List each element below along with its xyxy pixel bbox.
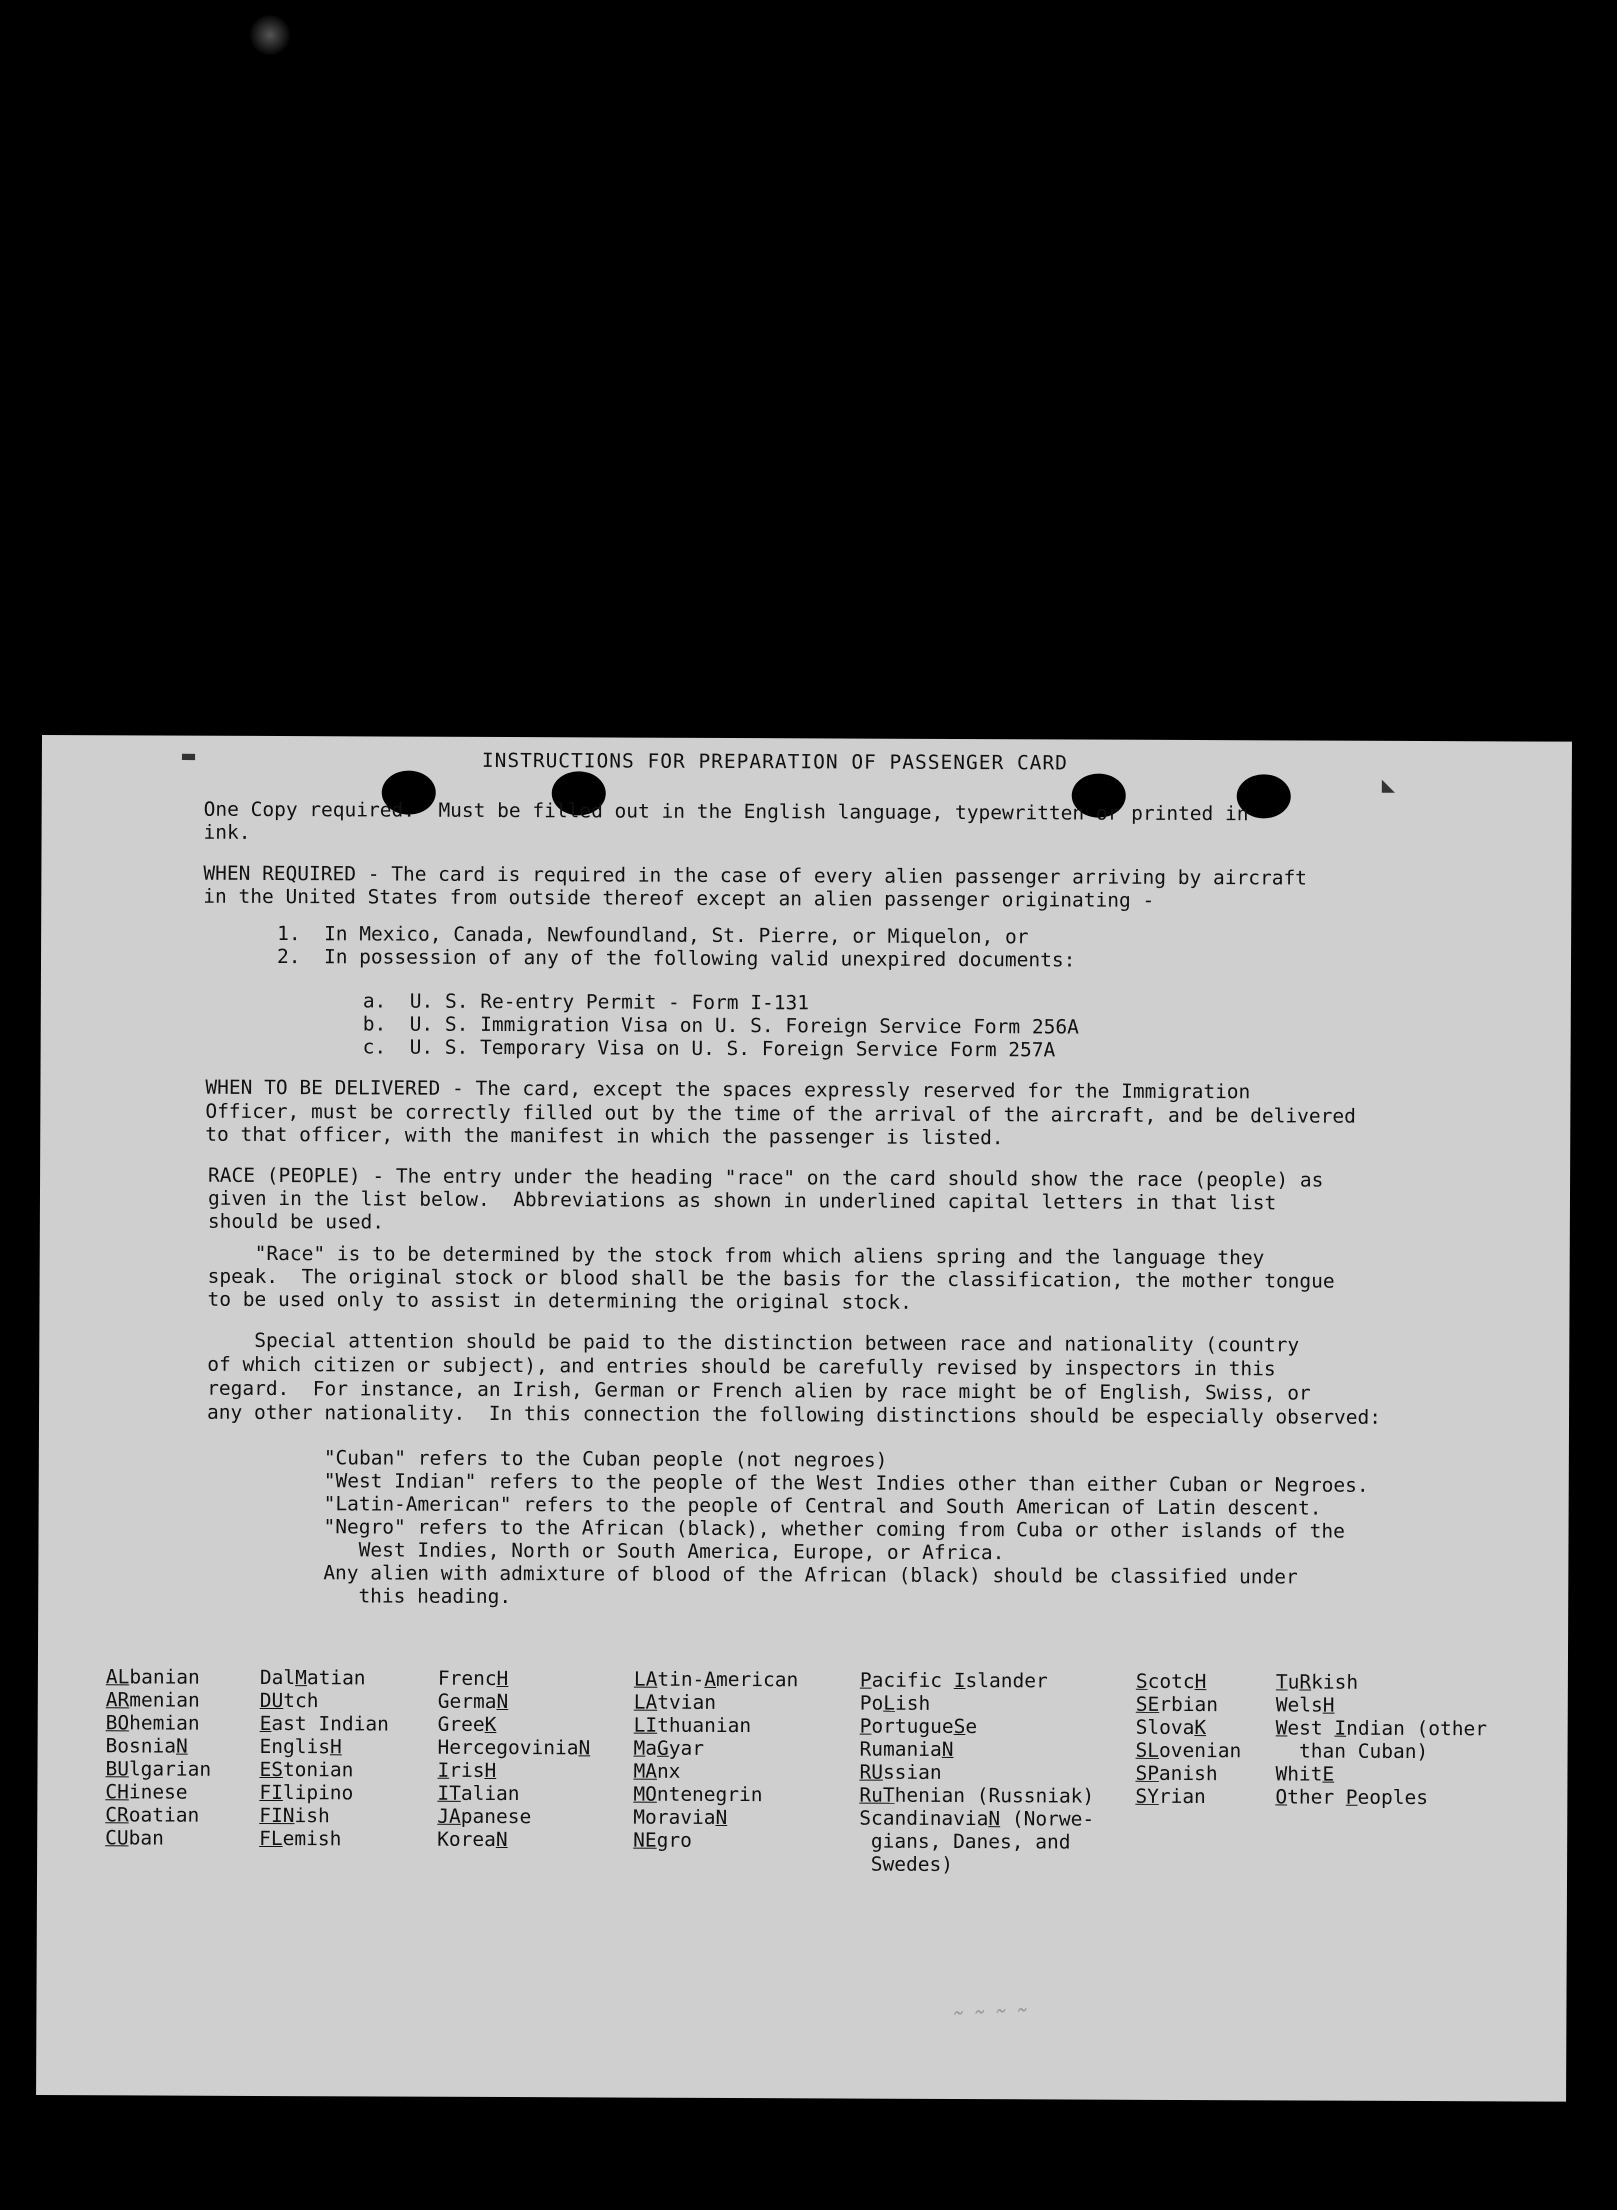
race-abbreviation: N <box>496 1689 509 1714</box>
race-abbreviation: IT <box>437 1781 461 1805</box>
race-list-item <box>860 1715 1095 1739</box>
race-abbreviation: JA <box>437 1804 461 1828</box>
distinction-line: West Indies, North or South America, Europe, or Africa. <box>323 1538 1005 1565</box>
race-abbreviation: BO <box>105 1711 130 1735</box>
race-name-part: menian <box>129 1688 200 1712</box>
race-list-item <box>260 1689 389 1713</box>
scan-dust-speck <box>250 15 290 55</box>
race-name-part: ortugue <box>871 1714 954 1738</box>
race-list-item <box>859 1830 1094 1854</box>
race-abbreviation: MO <box>633 1782 657 1806</box>
race-abbreviation: N <box>988 1807 1001 1831</box>
race-list-item <box>633 1829 797 1853</box>
race-name-part: Dal <box>259 1665 296 1690</box>
race-list-item <box>1276 1670 1487 1694</box>
race-abbreviation: N <box>715 1805 728 1829</box>
distinction-line: "Negro" refers to the African (black), whether coming from Cuba or other islands of the <box>323 1515 1345 1543</box>
distinction-line: "West Indian" refers to the people of the West Indies other than either Cuban or Negroes. <box>323 1469 1369 1497</box>
race-list-item <box>438 1713 591 1737</box>
race-line: RACE (PEOPLE) - The entry under the heading "race" on the card should show the race (people) as <box>208 1163 1324 1192</box>
scan-mark: ▬ <box>181 743 196 769</box>
race-abbreviation: CH <box>105 1780 129 1804</box>
race-list-item <box>860 1738 1095 1762</box>
race-list-item <box>259 1804 388 1828</box>
race-line: should be used. <box>207 1209 385 1234</box>
race-abbreviation: AR <box>105 1688 130 1712</box>
race-name-part: Scandinavia <box>859 1806 989 1831</box>
race-name-part: Whit <box>1275 1762 1323 1786</box>
race-name-part: kish <box>1311 1670 1359 1694</box>
race-abbreviation: I <box>437 1758 450 1782</box>
when-required-item: 1. In Mexico, Canada, Newfoundland, St. Pierre, or Miquelon, or <box>277 922 1029 949</box>
race-abbreviation: I <box>1334 1716 1347 1740</box>
race-abbreviation: I <box>953 1668 966 1693</box>
race-abbreviation: RuT <box>859 1783 895 1807</box>
when-delivered-line: WHEN TO BE DELIVERED - The card, except the spaces expressly reserved for the Immigration <box>205 1075 1251 1104</box>
race-abbreviation: P <box>1345 1785 1358 1809</box>
race-abbreviation: ES <box>259 1757 284 1782</box>
race-name-part: Gree <box>437 1712 485 1736</box>
race-abbreviation: H <box>1194 1670 1207 1694</box>
race-name-part: Korea <box>437 1827 496 1851</box>
intro-line: One Copy required. Must be filled out in the English language, typewritten or printed in <box>203 797 1249 826</box>
race-abbreviation: T <box>1275 1670 1288 1694</box>
race-name-part: oatian <box>128 1803 200 1827</box>
race-abbreviation: FL <box>259 1826 283 1851</box>
race-abbreviation: W <box>1275 1716 1288 1740</box>
race-name-part: than Cuban) <box>1275 1739 1429 1764</box>
race-name-part: anish <box>1158 1761 1218 1786</box>
page-title: INSTRUCTIONS FOR PREPARATION OF PASSENGER CARD <box>481 748 1068 775</box>
race-name-part: rian <box>1158 1784 1206 1809</box>
race-abbreviation: RU <box>859 1760 884 1784</box>
race-name-part: slander <box>965 1669 1048 1693</box>
race-line: given in the list below. Abbreviations as shown in underlined capital letters in that list <box>207 1186 1277 1215</box>
race-abbreviation: M <box>633 1736 646 1760</box>
race-name-part: alian <box>460 1781 520 1806</box>
race-list-column <box>1275 1670 1487 1809</box>
race-abbreviation: LA <box>633 1690 658 1714</box>
race-abbreviation: R <box>1299 1670 1312 1694</box>
race-name-part: tonian <box>282 1758 354 1782</box>
race-list-item <box>105 1780 211 1803</box>
race-name-part: atian <box>306 1666 366 1690</box>
race-abbreviation: N <box>495 1827 508 1852</box>
race-abbreviation: DU <box>259 1688 284 1713</box>
race-abbreviation: SL <box>1135 1738 1160 1762</box>
scan-mark: ◣ <box>1381 772 1396 798</box>
race-name-part: Moravia <box>633 1805 716 1829</box>
race-list-item <box>438 1667 591 1691</box>
distinction-line: Any alien with admixture of blood of the African (black) should be classified under <box>323 1561 1298 1589</box>
race-name-part: Wels <box>1275 1693 1323 1717</box>
race-abbreviation: N <box>941 1737 954 1761</box>
race-abbreviation: E <box>259 1711 272 1736</box>
race-abbreviation: CR <box>105 1803 129 1827</box>
race-name-part: rbian <box>1159 1692 1219 1717</box>
race-abbreviation: SY <box>1135 1784 1159 1808</box>
race-abbreviation: SE <box>1135 1692 1160 1716</box>
race-list-item <box>437 1759 590 1783</box>
race-name-part: Germa <box>437 1689 497 1713</box>
race-name-part: emish <box>282 1827 342 1851</box>
race-list-item <box>1136 1693 1242 1716</box>
when-delivered-line: to that officer, with the manifest in which the passenger is listed. <box>205 1122 1004 1150</box>
race-list-item <box>633 1806 797 1830</box>
race-abbreviation: N <box>578 1736 591 1760</box>
race-abbreviation: M <box>295 1666 307 1690</box>
race-name-part: thuanian <box>657 1713 752 1738</box>
race-name-part: yar <box>668 1736 705 1760</box>
race-abbreviation: MA <box>633 1759 658 1783</box>
race-name-part: Hercegovinia <box>437 1735 579 1760</box>
race-name-part: Rumania <box>859 1737 942 1761</box>
race-name-part: ovenian <box>1159 1738 1242 1763</box>
race-abbreviation: S <box>953 1714 966 1739</box>
race-list-item <box>634 1737 798 1761</box>
race-name-part: banian <box>129 1665 200 1689</box>
race-abbreviation: A <box>704 1667 717 1691</box>
race-name-part: merican <box>716 1667 799 1692</box>
race-abbreviation: P <box>859 1714 872 1738</box>
race-list-column <box>859 1669 1095 1877</box>
race-list-item <box>859 1853 1094 1877</box>
race-list-item <box>1136 1739 1242 1762</box>
race-abbreviation: K <box>1194 1716 1207 1740</box>
race-name-part: est <box>1287 1716 1335 1740</box>
race-line: Special attention should be paid to the distinction between race and nationality (country <box>207 1328 1300 1357</box>
race-list-item <box>1275 1785 1486 1809</box>
race-abbreviation: AL <box>105 1665 130 1689</box>
race-name-part: Frenc <box>437 1666 497 1690</box>
when-delivered-line: Officer, must be correctly filled out by the time of the arrival of the aircraft, and be delivered <box>205 1099 1356 1128</box>
when-required-item: 2. In possession of any of the following valid unexpired documents: <box>276 945 1076 972</box>
race-list-item <box>105 1757 211 1780</box>
race-name-part: u <box>1287 1670 1300 1694</box>
race-name-part: (Norwe- <box>1000 1807 1095 1831</box>
race-list-item <box>860 1692 1095 1716</box>
race-name-part: cotc <box>1147 1669 1195 1694</box>
race-abbreviation: G <box>657 1736 669 1760</box>
race-list-item <box>1276 1739 1487 1763</box>
race-list-column <box>633 1668 798 1853</box>
race-name-part: Swedes) <box>859 1852 954 1876</box>
race-list-item <box>106 1688 212 1711</box>
race-abbreviation: S <box>1135 1669 1148 1693</box>
race-name-part: tvian <box>657 1690 717 1714</box>
race-list-item <box>1136 1716 1242 1739</box>
race-list-item <box>1135 1762 1241 1785</box>
intro-line: ink. <box>203 820 251 844</box>
race-list-item <box>634 1714 798 1738</box>
race-list-item <box>859 1807 1094 1831</box>
race-list-item <box>437 1828 590 1852</box>
race-name-part: ast Indian <box>271 1712 389 1736</box>
race-name-part: ther <box>1287 1785 1346 1809</box>
faint-handwriting: ˷ ˷ ˷ ˷ <box>950 1983 1029 2017</box>
race-name-part: lgarian <box>128 1757 212 1781</box>
race-list-item <box>634 1668 798 1692</box>
race-list-item <box>106 1711 212 1734</box>
race-name-part: tch <box>283 1689 319 1713</box>
race-list-column <box>1135 1670 1241 1808</box>
race-list-item <box>1276 1716 1487 1740</box>
race-name-part: hemian <box>129 1711 200 1735</box>
distinction-line: "Cuban" refers to the Cuban people (not negroes) <box>323 1446 888 1472</box>
race-name-part: acific <box>871 1668 954 1692</box>
race-list-item <box>859 1761 1094 1785</box>
race-list-item <box>1135 1785 1241 1808</box>
race-list-column <box>259 1666 389 1851</box>
race-abbreviation: LI <box>633 1713 658 1737</box>
race-abbreviation: L <box>883 1691 896 1715</box>
race-name-part: inese <box>128 1780 188 1804</box>
race-abbreviation: LA <box>633 1667 658 1691</box>
race-name-part: panese <box>460 1804 532 1829</box>
race-name-part: Englis <box>259 1734 331 1759</box>
document-body <box>36 735 1572 2102</box>
document-subitem: c. U. S. Temporary Visa on U. S. Foreign Service Form 257A <box>362 1035 1056 1062</box>
race-name-part: lipino <box>282 1781 354 1805</box>
race-name-part: ndian (other <box>1346 1716 1488 1741</box>
race-abbreviation: FIN <box>259 1803 295 1828</box>
race-list-item <box>1276 1693 1487 1717</box>
race-list-column <box>105 1665 211 1849</box>
distinction-line: this heading. <box>323 1584 512 1609</box>
race-abbreviation: E <box>1322 1762 1335 1786</box>
race-list-column <box>437 1667 590 1852</box>
race-name-part: ssian <box>882 1760 942 1784</box>
race-abbreviation: N <box>175 1734 188 1758</box>
race-name-part: gro <box>656 1828 692 1852</box>
race-abbreviation: CU <box>105 1826 129 1850</box>
race-abbreviation: H <box>496 1666 509 1691</box>
race-abbreviation: O <box>1275 1785 1288 1809</box>
race-list-item <box>860 1669 1095 1693</box>
race-name-part: henian (Russniak) <box>894 1783 1095 1808</box>
race-list-item <box>438 1690 591 1714</box>
race-name-part: ish <box>894 1691 931 1715</box>
race-line: regard. For instance, an Irish, German or French alien by race might be of English, Swiss, or <box>207 1376 1311 1405</box>
race-line: "Race" is to be determined by the stock from which aliens spring and the language they <box>207 1241 1265 1270</box>
distinction-line: "Latin-American" refers to the people of Central and South American of Latin descent. <box>323 1492 1322 1520</box>
race-name-part: ish <box>294 1804 330 1828</box>
race-name-part: tin- <box>657 1667 705 1691</box>
race-list-item <box>633 1783 797 1807</box>
race-name-part: gians, Danes, and <box>859 1829 1071 1854</box>
race-line: to be used only to assist in determining the original stock. <box>207 1287 912 1314</box>
race-abbreviation: FI <box>259 1780 283 1805</box>
race-name-part: ris <box>449 1758 485 1782</box>
race-list-item <box>106 1734 212 1757</box>
race-list-item <box>633 1760 797 1784</box>
race-list-item <box>259 1758 388 1782</box>
race-name-part: ntenegrin <box>656 1782 763 1807</box>
race-line: speak. The original stock or blood shall be the basis for the classification, the mother tongue <box>207 1264 1335 1293</box>
race-list-item <box>859 1784 1094 1808</box>
race-name-part: Po <box>859 1691 884 1715</box>
race-list-item <box>259 1781 388 1805</box>
race-list-item <box>259 1827 388 1851</box>
when-required-line: in the United States from outside thereof except an alien passenger originating - <box>203 884 1155 912</box>
race-list-item <box>438 1736 591 1760</box>
document-subitem: b. U. S. Immigration Visa on U. S. Foreign Service Form 256A <box>362 1012 1079 1039</box>
race-name-part: Bosnia <box>105 1734 177 1758</box>
race-name-part: eoples <box>1357 1785 1429 1810</box>
race-list-item <box>260 1735 389 1759</box>
passenger-card-instructions-page <box>36 735 1572 2102</box>
race-list-item <box>437 1782 590 1806</box>
race-name-part: a <box>645 1736 658 1760</box>
race-line: of which citizen or subject), and entries should be carefully revised by inspectors in this <box>207 1352 1276 1381</box>
race-list-item <box>260 1712 389 1736</box>
race-list-item <box>1136 1670 1242 1693</box>
race-abbreviation: H <box>484 1758 497 1782</box>
race-abbreviation: H <box>329 1735 342 1759</box>
when-required-line: WHEN REQUIRED - The card is required in the case of every alien passenger arriving by aircraft <box>203 861 1308 890</box>
race-name-part: ban <box>128 1826 164 1850</box>
document-subitem: a. U. S. Re-entry Permit - Form I-131 <box>362 989 810 1015</box>
race-list-item <box>106 1665 212 1688</box>
race-abbreviation: H <box>1322 1693 1335 1717</box>
race-name-part: e <box>965 1715 978 1739</box>
race-abbreviation: P <box>859 1668 872 1692</box>
race-abbreviation: NE <box>633 1828 657 1852</box>
race-abbreviation: SP <box>1135 1761 1160 1785</box>
race-name-part: nx <box>656 1759 681 1783</box>
race-abbreviation: K <box>484 1712 497 1736</box>
race-list-item <box>1275 1762 1486 1786</box>
race-list-item <box>437 1805 590 1829</box>
race-list-item <box>260 1666 389 1690</box>
race-name-part: Slova <box>1135 1715 1195 1740</box>
race-list-item <box>634 1691 798 1715</box>
race-line: any other nationality. In this connection the following distinctions should be especially observed: <box>206 1400 1382 1429</box>
race-abbreviation: BU <box>105 1757 130 1781</box>
race-list-item <box>105 1803 211 1826</box>
race-list-item <box>105 1826 211 1849</box>
